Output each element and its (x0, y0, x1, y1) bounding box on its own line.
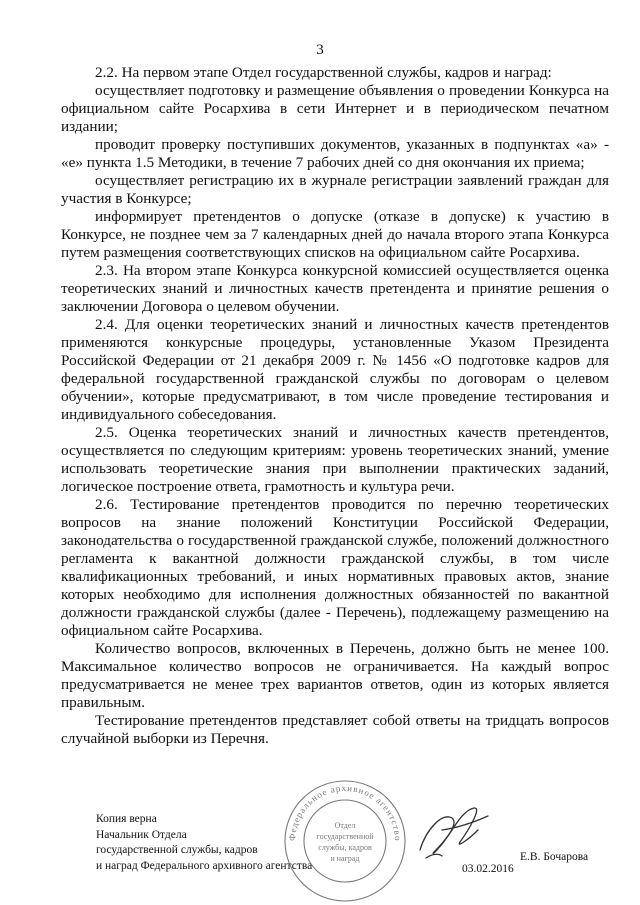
stamp-center-line-4: и наград (330, 854, 360, 863)
stamp-center-line-3: службы, кадров (318, 843, 372, 852)
handwritten-signature (412, 800, 494, 868)
paragraph-2-3: 2.3. На втором этапе Конкурса конкурсной комиссией осуществляется оценка теоретических знаний и личностных качеств претендента и принятие решения о заключении Договора о целевом обучении. (61, 262, 609, 315)
stamp-center-line-1: Отдел (334, 821, 356, 830)
signer-position-line-1: Начальник Отдела (96, 828, 187, 841)
paragraph-2-6: 2.6. Тестирование претендентов проводится по перечню теоретических вопросов на знание положений Конституции Российской Федерации, законодательства о государственной гражданской службе, положений должностного регламента к вакантной должности гражданской службы, в том числе квалификационных требований, и иных нормативных правовых актов, знание которых необходимо для исполнения должностных обязанностей по вакантной должности гражданской службы (далее - Перечень), подлежащему размещению на официальном сайте Росархива. (61, 496, 609, 639)
paragraph-document-check: проводит проверку поступивших документов, указанных в подпунктах «а» - «е» пункта 1.5 Методики, в течение 7 рабочих дней со дня окончания их приема; (61, 136, 609, 171)
paragraph-registration: осуществляет регистрацию их в журнале регистрации заявлений граждан для участия в Конкурсе; (61, 172, 609, 207)
document-body (61, 64, 609, 748)
paragraph-2-4: 2.4. Для оценки теоретических знаний и личностных качеств претендентов применяются конкурсные процедуры, установленные Указом Президента Российской Федерации от 21 декабря 2009 г. № 1456 «О подготовке кадров для федеральной государственной гражданской службы по договорам о целевом обучении», которые предусматривают, в том числе проведение тестирования и индивидуального собеседования. (61, 316, 609, 423)
stamp-center-line-2: государственной (316, 832, 374, 841)
stamp-ring-text: Федеральное архивное агентство (286, 782, 404, 842)
official-stamp (282, 778, 408, 904)
signer-position-line-3: и наград Федерального архивного агентства (96, 859, 313, 872)
paragraph-testing: Тестирование претендентов представляет собой ответы на тридцать вопросов случайной выборки из Перечня. (61, 712, 609, 747)
paragraph-notification: информирует претендентов о допуске (отказе в допуске) к участию в Конкурсе, не позднее чем за 7 календарных дней до начала второго этапа Конкурса путем размещения соответствующих списков на официальном сайте Росархива. (61, 208, 609, 261)
paragraph-question-count: Количество вопросов, включенных в Перечень, должно быть не менее 100. Максимальное количество вопросов не ограничивается. На каждый вопрос предусматривается не менее трех вариантов ответов, один из которых является правильным. (61, 640, 609, 711)
paragraph-2-5: 2.5. Оценка теоретических знаний и личностных качеств претендентов, осуществляется по следующим критериям: уровень теоретических знаний, умение использовать теоретические знания при выполнении практических заданий, логическое построение ответа, грамотность и культура речи. (61, 424, 609, 495)
paragraph-2-2: 2.2. На первом этапе Отдел государственной службы, кадров и наград: (95, 64, 552, 81)
certification-block (96, 812, 312, 874)
copy-note: Копия верна (96, 813, 157, 825)
signature-date: 03.02.2016 (462, 863, 514, 875)
signer-position-line-2: государственной службы, кадров (96, 844, 258, 856)
paragraph-announcement: осуществляет подготовку и размещение объявления о проведении Конкурса на официальном сайте Росархива в сети Интернет и в периодическом печатном издании; (61, 82, 609, 135)
signer-name: Е.В. Бочарова (520, 851, 589, 863)
page-number: 3 (316, 42, 324, 58)
